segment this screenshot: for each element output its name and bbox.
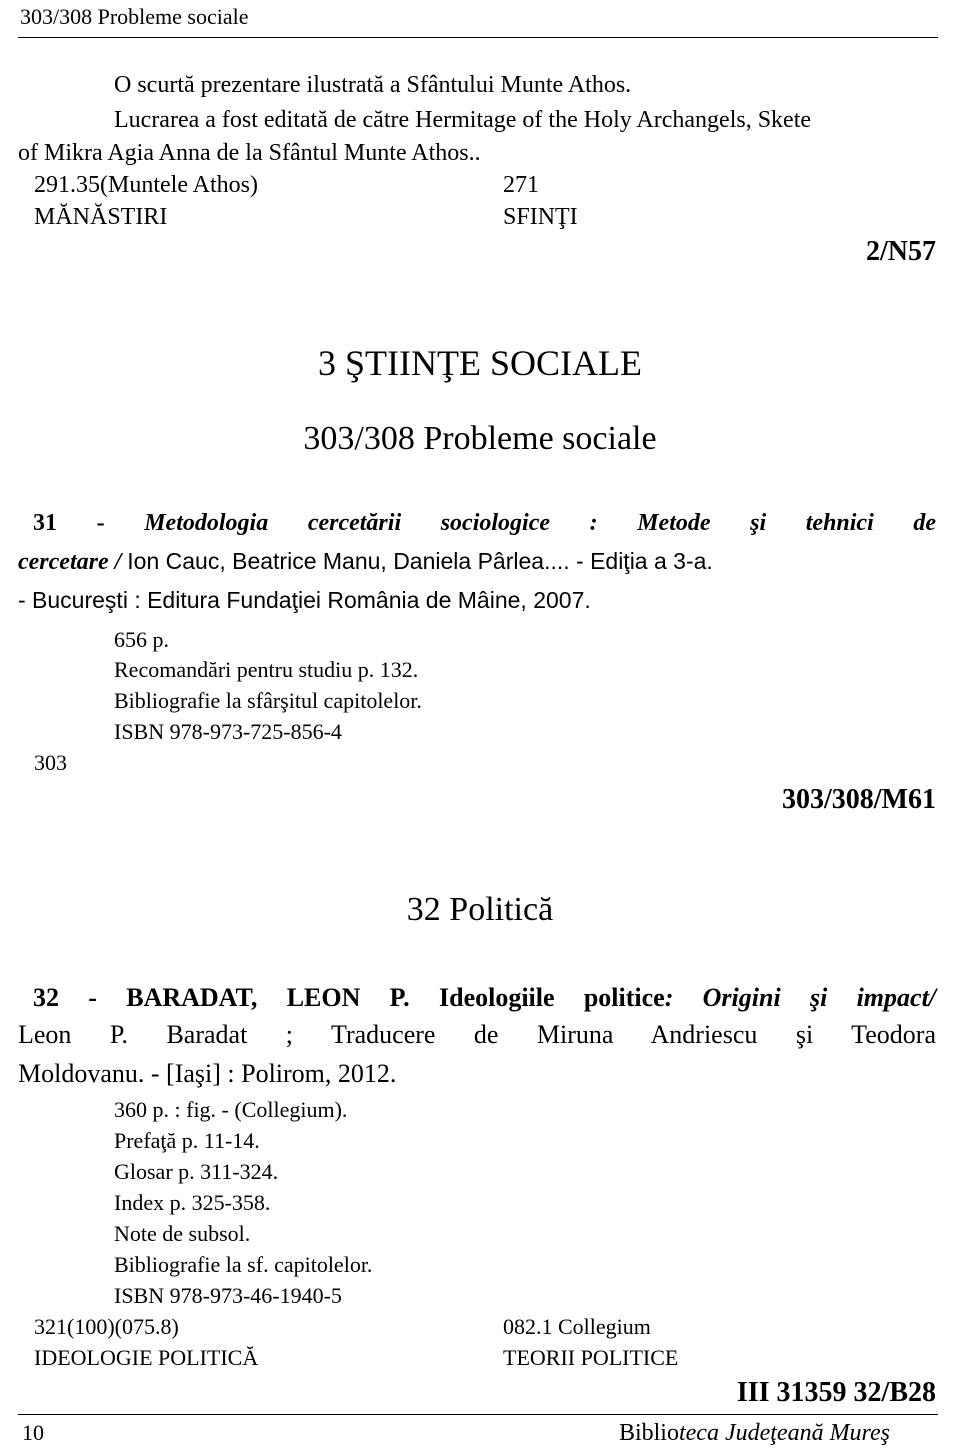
entry-31-shelfmark: 303/308/M61 [782,784,936,815]
continuation-shelfmark: 2/N57 [866,236,936,267]
continuation-class-left: 291.35(Muntele Athos) [34,172,258,198]
entry-32-author: 32 - BARADAT, LEON P. [33,983,410,1012]
continuation-line-3: of Mikra Agia Anna de la Sfântul Munte Athos.. [18,140,481,166]
running-header: 303/308 Probleme sociale [20,4,249,29]
entry-32-shelfmark: III 31359 32/B28 [736,1377,936,1408]
continuation-subject-right: SFINŢI [503,204,578,230]
subsection-heading-probleme-sociale: 303/308 Probleme sociale [303,420,657,457]
entry-32-glossary: Glosar p. 311-324. [114,1159,279,1184]
entry-32-subject-right: TEORII POLITICE [503,1345,679,1370]
entry-32-class-right: 082.1 Collegium [503,1314,651,1339]
entry-32-title: Ideologiile politice [438,983,665,1012]
entry-32-index: Index p. 325-358. [114,1190,271,1215]
library-name [619,1420,890,1447]
continuation-class-right: 271 [503,172,539,198]
entry-32-bibliography: Bibliografie la sf. capitolelor. [114,1252,373,1277]
entry-31-number: 31 - [33,510,105,536]
entry-32-class-left: 321(100)(075.8) [34,1314,179,1339]
continuation-subject-left: MĂNĂSTIRI [34,204,168,230]
entry-31-isbn: ISBN 978-973-725-856-4 [114,719,342,744]
entry-31-line-2 [18,548,713,576]
entry-32-line-2: Leon P. Baradat ; Traducere de Miruna Andriescu şi Teodora [18,1020,936,1049]
entry-31-note-2: Bibliografie la sfârşitul capitolelor. [114,688,422,713]
entry-32-line-1 [33,983,936,1013]
library-name-italic: teca Judeţeană Mureş [678,1420,890,1446]
header-rule [18,37,938,38]
page-number: 10 [22,1420,44,1445]
entry-32-pages: 360 p. : fig. - (Collegium). [114,1097,348,1122]
entry-32-footnotes: Note de subsol. [114,1221,251,1246]
entry-31-class: 303 [34,750,67,775]
entry-32-line-3: Moldovanu. - [Iaşi] : Polirom, 2012. [18,1059,397,1088]
entry-32-preface: Prefaţă p. 11-14. [114,1128,260,1153]
entry-31-title-cont: cercetare / [18,549,122,575]
subsection-heading-politica: 32 Politică [406,891,554,928]
entry-31-authors: Ion Cauc, Beatrice Manu, Daniela Pârlea.... - Ediţia a 3-a. [127,548,713,574]
entry-32-subject-left: IDEOLOGIE POLITICĂ [34,1345,259,1370]
library-name-plain: Biblio [618,1420,679,1446]
entry-31-title: Metodologia cercetării sociologice : Metode şi tehnici de [144,510,937,536]
entry-31-line-1 [33,510,936,537]
entry-32-isbn: ISBN 978-973-46-1940-5 [114,1283,342,1308]
entry-31-imprint: - Bucureşti : Editura Fundaţiei România de Mâine, 2007. [18,587,591,613]
footer-rule [18,1414,938,1415]
continuation-line-1: O scurtă prezentare ilustrată a Sfântului Munte Athos. [114,72,632,98]
entry-31-pages: 656 p. [114,627,169,652]
entry-31-note-1: Recomandări pentru studiu p. 132. [114,657,419,682]
section-heading: 3 ŞTIINŢE SOCIALE [318,343,642,383]
entry-32-subtitle: : Origini şi impact/ [664,983,937,1012]
continuation-line-2: Lucrarea a fost editată de către Hermitage of the Holy Archangels, Skete [114,107,812,133]
